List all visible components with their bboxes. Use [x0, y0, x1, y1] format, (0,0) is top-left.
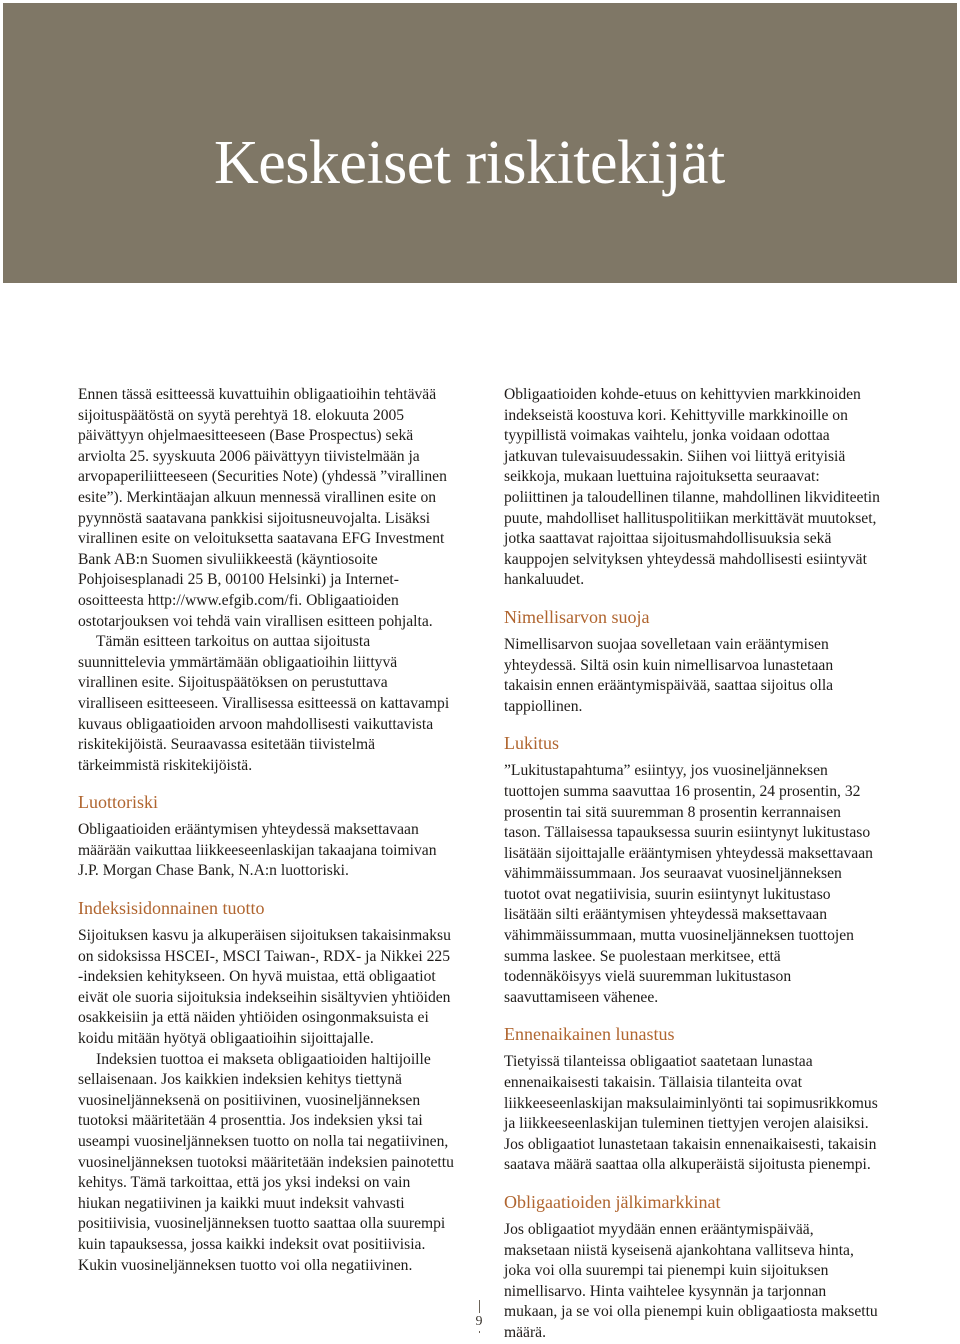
credit-risk-text: Obligaatioiden erääntymisen yhteydessä maksettavaan määrään vaikuttaa liikkeeseenlaskijan takaajana toimivan J.P. Morgan Chase Bank, N.A:n luottoriski.	[78, 821, 437, 880]
section-heading-secondary-market: Obligaatioiden jälkimarkkinat	[504, 1192, 721, 1212]
index-return-paragraph: Indeksien tuottoa ei makseta obligaatioiden haltijoille sellaisenaan. Jos kaikkien indeksien kehitys tiettynä vuosineljänneksenä on positiivinen, vuosineljänneksen tuotoksi määritetään 4 prosenttia. Jos indeksien yksi tai useampi vuosineljänneksen tuotto on nolla tai negatiivinen, vuosineljänneksen tuotoksi määritetään indeksien painotettu kehitys. Tämä tarkoittaa, että jos yksi indeksi on vain hiukan negatiivinen ja kaikki muut indeksit vahvasti positiivisia, vuosineljänneksen tuotto saattaa olla suurempi kuin tapauksessa, jossa kaikki indeksit ovat positiivisia. Kukin vuosineljänneksen tuotto voi olla negatiivinen.	[78, 1050, 454, 1274]
section-heading-lock: Lukitus	[504, 733, 560, 754]
page-title: Keskeiset riskitekijät	[214, 129, 725, 197]
secondary-market-text: Jos obligaatiot myydään ennen erääntymispäivää, maksetaan niistä kyseisenä ajankohtana vallitseva hinta, joka voi olla suurempi tai pienempi kuin sijoituksen nimellisarvo. Hinta vaihtelee kysynnän ja tarjonnan mukaan, ja se voi olla pienempi kuin obligaatiosta maksettu määrä.	[504, 1221, 878, 1341]
left-column	[78, 385, 454, 1276]
underlying-paragraph: Obligaatioiden kohde-etuus on kehittyvien markkinoiden indekseistä koostuva kori. Kehittyville markkinoille on tyypillistä voimakas vaihtelu, jonka voidaan odottaa jatkuvan tulevaisuudessakin. Siihen voi liittyä erityisiä seikkoja, mukaan luettuina rajoituksetta seuraavat: poliittinen ja taloudellinen tilanne, mahdollinen likviditeetin puute, mahdolliset hallituspolitiikan merkittävät muutokset, jotka saattavat rajoittaa sijoitusmahdollisuuksia sekä kauppojen selvityksen yhteydessä mahdollisesti esiintyvät hankaluudet.	[504, 386, 880, 589]
index-return-paragraph: Sijoituksen kasvu ja alkuperäisen sijoituksen takaisinmaksu on sidoksissa HSCEI-, MSCI Taiwan-, RDX- ja Nikkei 225 -indeksien kehitykseen. On hyvä muistaa, että obligaatiot eivät ole suoria sijoituksia indekseihin sisältyvien yhtiöiden osakkeisiin ja että näiden yhtiöiden osingonmaksuista ei koidu mitään hyötyä obligaatioihin sijoittajalle.	[78, 927, 451, 1048]
section-heading-credit-risk: Luottoriski	[78, 792, 158, 813]
title-banner	[3, 3, 957, 283]
intro-paragraph: Ennen tässä esitteessä kuvattuihin obligaatioihin tehtävää sijoituspäätöstä on syytä perehtyä 18. elokuuta 2005 päivättyyn ohjelmaesitteeseen (Base Prospectus) sekä arviolta 25. syyskuuta 2006 päivättyyn tiivistelmään ja arvopaperiliitteeseen (Securities Note) (yhdessä ”virallinen esite”). Merkintäajan alkuun mennessä virallinen esite on pyynnöstä saatavana pankkisi sijoitusneuvojalta. Lisäksi virallinen esite on veloituksetta saatavana EFG Investment Bank AB:n Suomen sivuliikkeestä (käyntiosoite Pohjoisesplanadi 25 B, 00100 Helsinki) ja Internet-osoitteesta http://www.efgib.com/fi. Obligaatioiden ostotarjouksen voi tehdä vain virallisen esitteen pohjalta.	[78, 386, 447, 630]
right-column	[504, 385, 880, 1344]
early-redemption-text: Tietyissä tilanteissa obligaatiot saatetaan lunastaa ennenaikaisesti takaisin. Tällaisia tilanteita ovat liikkeeseenlaskijan maksulaiminlyönti tai sopimusrikkomus ja liikkeeseenlaskijan tuleminen tiettyjen verojen alaisiksi. Jos obligaatiot lunastetaan takaisin ennenaikaisesti, takaisin saatava määrä saattaa olla alkuperäistä sijoitusta pienempi.	[504, 1053, 878, 1174]
page-number: 9	[469, 1313, 489, 1331]
section-heading-index-return: Indeksisidonnainen tuotto	[78, 898, 265, 919]
lock-text: ”Lukitustapahtuma” esiintyy, jos vuosineljänneksen tuottojen summa saavuttaa 16 prosentin, 24 prosentin, 32 prosentin tai sitä suuremman 8 prosentin kerrannaisen tason. Tällaisessa tapauksessa suurin esiintynyt lukitustaso lisätään sijoittajalle erääntymisen yhteydessä maksettavaan vähimmäissummaan. Jos seuraavat vuosineljänneksen tuotot ovat negatiivisia, suurin esiintynyt lukitustaso lisätään silti erääntymisen yhteydessä maksettavaan vähimmäissummaan, mutta vuosineljänneksen tuottojen summa laskee. Se puolestaan merkitsee, että todennäköisyys vielä suuremman lukitustason saavuttamiseen vähenee.	[504, 762, 873, 1006]
intro-paragraph: Tämän esitteen tarkoitus on auttaa sijoitusta suunnittelevia ymmärtämään obligaatioihin liittyvä virallinen esite. Sijoituspäätöksen on perustuttava viralliseen esitteeseen. Virallisessa esitteessä on kattavampi kuvaus obligaatioiden arvoon mahdollisesti vaikuttavista riskitekijöistä. Seuraavassa esitetään tiivistelmä tärkeimmistä riskitekijöistä.	[78, 633, 450, 774]
nominal-protection-text: Nimellisarvon suojaa sovelletaan vain erääntymisen yhteydessä. Siltä osin kuin nimellisarvoa lunastetaan takaisin ennen erääntymispäivää, saattaa sijoitus olla tappiollinen.	[504, 635, 834, 715]
section-heading-nominal-protection: Nimellisarvon suoja	[504, 606, 650, 627]
section-heading-early-redemption: Ennenaikainen lunastus	[504, 1024, 675, 1045]
